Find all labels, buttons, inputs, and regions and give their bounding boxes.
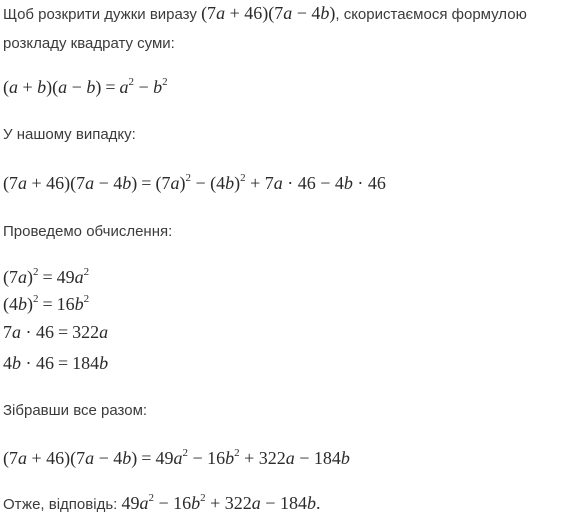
intro-line-1: [3, 2, 527, 26]
result: $(7a + 46)(7a - 4b) = 49a^2 - 16b^2 + 322a - 184b$: [3, 447, 350, 468]
calc-line-1: $(7a)^2 = 49a^2$: [3, 266, 90, 287]
collect-label: Зібравши все разом:: [3, 402, 148, 419]
calc-line-3: 7a · 46 = 322a: [3, 322, 109, 342]
formula: $(a + b)(a - b) = a^2 - b^2$: [3, 76, 168, 97]
intro-line-2: розкладу квадрату суми:: [3, 35, 175, 52]
answer-expression: $49a^2 - 16b^2 + 322a - 184b$: [121, 492, 316, 513]
intro-expression: (7a + 46)(7a − 4b): [201, 3, 336, 23]
case-label: У нашому випадку:: [3, 126, 136, 143]
intro-text-end: , скористаємося формулою: [335, 6, 527, 23]
answer-prefix: Отже, відповідь:: [3, 496, 122, 513]
calc-line-4: 4b · 46 = 184b: [3, 353, 109, 373]
answer-line: [3, 492, 320, 516]
answer-suffix: .: [315, 493, 321, 513]
calc-line-2: $(4b)^2 = 16b^2$: [3, 293, 90, 314]
calc-label: Проведемо обчислення:: [3, 223, 173, 240]
intro-text-start: Щоб розкрити дужки виразу: [3, 6, 202, 23]
expansion: $(7a + 46)(7a - 4b) = (7a)^2 - (4b)^2 + 7a \cdot 46 - 4b \cdot 46$: [3, 172, 386, 193]
